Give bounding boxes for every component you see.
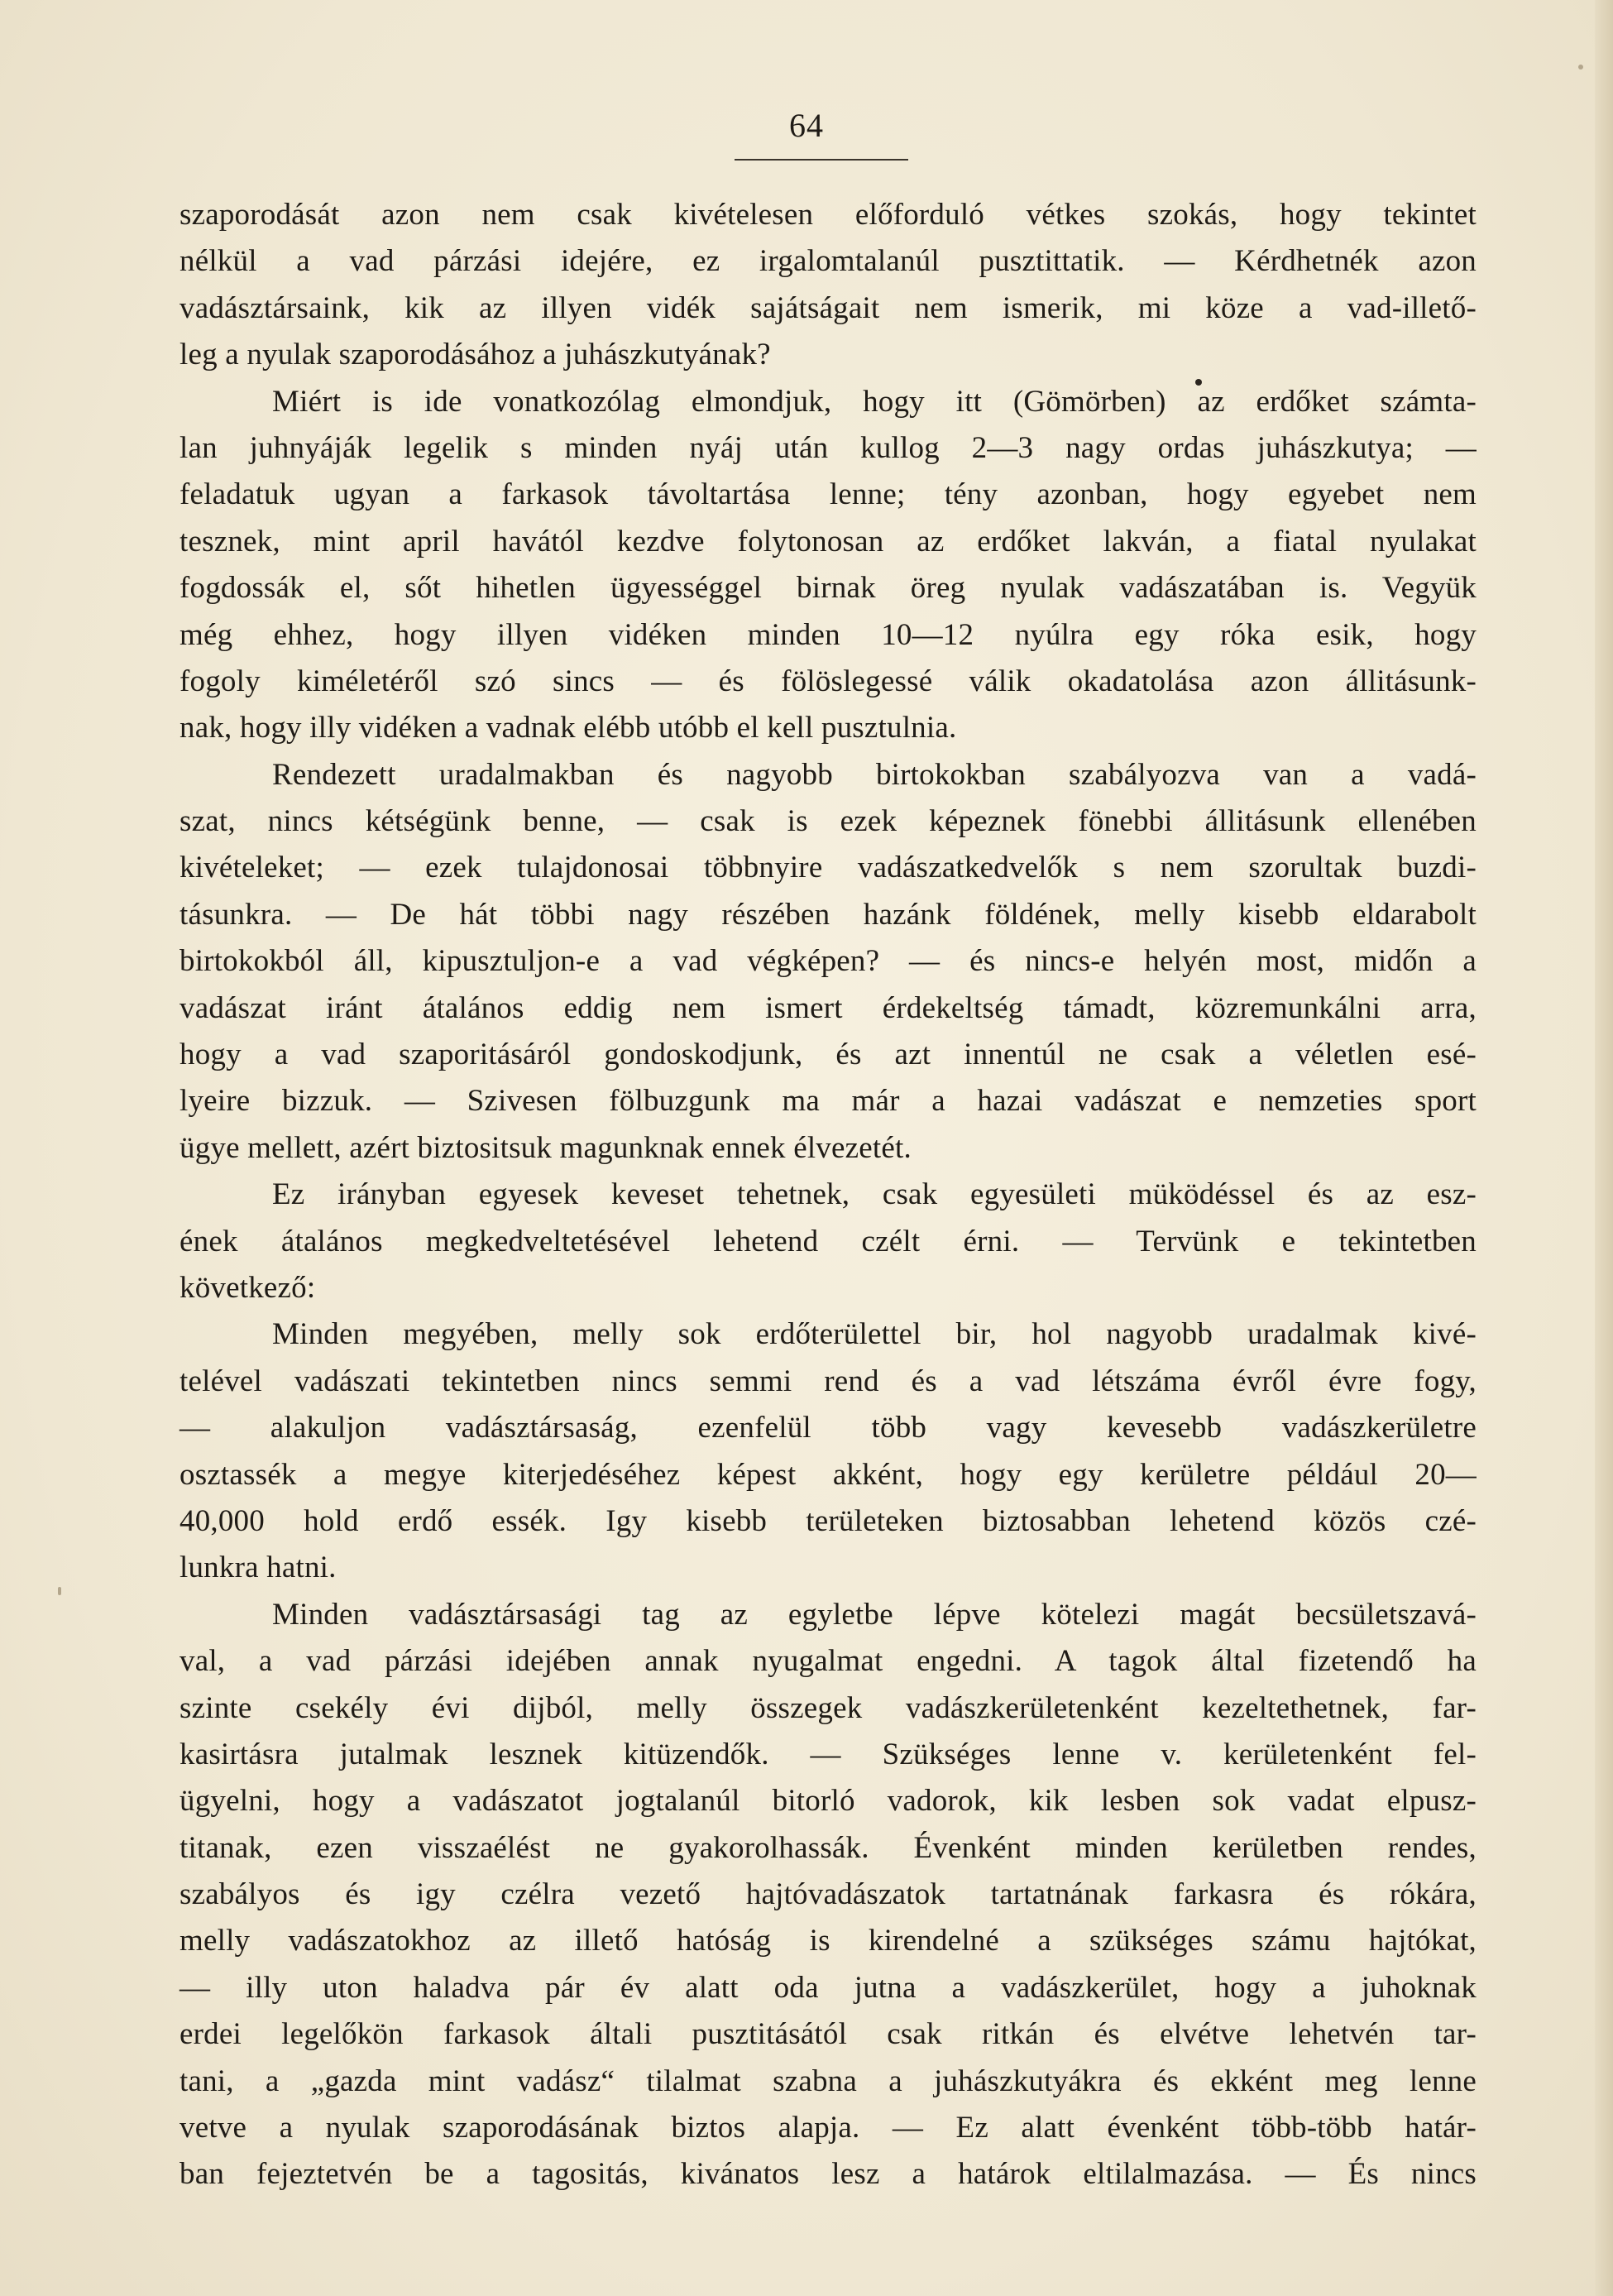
paper-speck — [1578, 65, 1583, 70]
text-line: birtokokból áll, kipusztuljon-e a vad végképen? — és nincs-e helyén most, midőn a — [179, 944, 1477, 979]
text-line: erdei legelőkön farkasok általi pusztitásától csak ritkán és elvétve lehetvén tar- — [179, 2017, 1477, 2052]
text-line: melly vadászatokhoz az illető hatóság is kirendelné a szükséges számu hajtókat, — [179, 1924, 1477, 1958]
text-line: — illy uton haladva pár év alatt oda jutna a vadászkerület, hogy a juhoknak — [179, 1970, 1477, 2005]
text-line: tesznek, mint april havától kezdve folytonosan az erdőket lakván, a fiatal nyulakat — [179, 524, 1477, 558]
text-line: tásunkra. — De hát többi nagy részében hazánk földének, melly kisebb eldarabolt — [179, 897, 1477, 932]
text-line: szaporodását azon nem csak kivételesen előforduló vétkes szokás, hogy tekintet — [179, 198, 1477, 232]
text-line: ének átalános megkedveltetésével lehetend czélt érni. — Tervünk e tekintetben — [179, 1224, 1477, 1258]
text-line: vadászat iránt átalános eddig nem ismert érdekeltség támadt, közremunkálni arra, — [179, 990, 1477, 1025]
text-line: — alakuljon vadásztársaság, ezenfelül több vagy kevesebb vadászkerületre — [179, 1411, 1477, 1445]
text-line: szinte csekély évi dijból, melly összegek vadászkerületenként kezeltethetnek, far- — [179, 1690, 1477, 1725]
text-line: ügye mellett, azért biztositsuk magunknak ennek élvezetét. — [179, 1130, 912, 1165]
text-line: nak, hogy illy vidéken a vadnak elébb utóbb el kell pusztulnia. — [179, 711, 957, 745]
header-rule — [735, 159, 908, 161]
text-line: Minden vadásztársasági tag az egyletbe lépve kötelezi magát becsületszavá- — [272, 1597, 1477, 1632]
text-line: nélkül a vad párzási idejére, ez irgalomtalanúl pusztittatik. — Kérdhetnék azon — [179, 244, 1477, 279]
text-line: hogy a vad szaporitásáról gondoskodjunk, és azt innentúl ne csak a véletlen esé- — [179, 1038, 1477, 1072]
text-line: szat, nincs kétségünk benne, — csak is ezek képeznek fönebbi állitásunk ellenében — [179, 804, 1477, 839]
text-line: 40,000 hold erdő essék. Igy kisebb területeken biztosabban lehetend közös czé- — [179, 1503, 1477, 1538]
text-line: ban fejeztetvén be a tagositás, kivánatos lesz a határok eltilalmazása. — És nincs — [179, 2157, 1477, 2192]
text-line: vadásztársaink, kik az illyen vidék sajátságait nem ismerik, mi köze a vad-illető- — [179, 290, 1477, 325]
text-line: vetve a nyulak szaporodásának biztos alapja. — Ez alatt évenként több-több határ- — [179, 2111, 1477, 2145]
text-line: leg a nyulak szaporodásához a juhászkutyának? — [179, 338, 771, 372]
text-line: fogdossák el, sőt hihetlen ügyességgel birnak öreg nyulak vadászatában is. Vegyük — [179, 571, 1477, 606]
page-number: 64 — [789, 107, 824, 144]
text-line: lyeire bizzuk. — Szivesen fölbuzgunk ma már a hazai vadászat e nemzeties sport — [179, 1084, 1477, 1119]
text-line: következő: — [179, 1270, 316, 1305]
text-line: osztassék a megye kiterjedéséhez képest akként, hogy egy kerületre például 20— — [179, 1457, 1477, 1492]
paper-speck — [58, 1587, 61, 1595]
text-line: Ez irányban egyesek keveset tehetnek, csak egyesületi müködéssel és az esz- — [272, 1177, 1477, 1212]
text-line: ügyelni, hogy a vadászatot jogtalanúl bitorló vadorok, kik lesben sok vadat elpusz- — [179, 1784, 1477, 1819]
text-line: Minden megyében, melly sok erdőterülettel bir, hol nagyobb uradalmak kivé- — [272, 1317, 1477, 1352]
text-line: még ehhez, hogy illyen vidéken minden 10—12 nyúlra egy róka esik, hogy — [179, 617, 1477, 652]
text-line: kasirtásra jutalmak lesznek kitüzendők. — Szükséges lenne v. kerületenként fel- — [179, 1737, 1477, 1771]
text-line: telével vadászati tekintetben nincs semmi rend és a vad létszáma évről évre fogy, — [179, 1364, 1477, 1398]
page-header — [0, 106, 1613, 145]
text-line: fogoly kiméletéről szó sincs — és fölöslegessé válik okadatolása azon állitásunk- — [179, 664, 1477, 698]
text-line: val, a vad párzási idejében annak nyugalmat engedni. A tagok által fizetendő ha — [179, 1644, 1477, 1679]
text-line: feladatuk ugyan a farkasok távoltartása lenne; tény azonban, hogy egyebet nem — [179, 477, 1477, 512]
text-line: kivételeket; — ezek tulajdonosai többnyire vadászatkedvelők s nem szorultak buzdi- — [179, 851, 1477, 885]
body-text — [179, 192, 1477, 2198]
text-line: szabályos és igy czélra vezető hajtóvadászatok tartatnának farkasra és rókára, — [179, 1877, 1477, 1912]
text-line: lunkra hatni. — [179, 1551, 337, 1585]
text-line: Rendezett uradalmakban és nagyobb birtokokban szabályozva van a vadá- — [272, 757, 1477, 792]
page-edge-shadow — [1595, 0, 1613, 2296]
text-line: Miért is ide vonatkozólag elmondjuk, hogy itt (Gömörben) az erdőket számta- — [272, 384, 1477, 419]
text-line: tani, a „gazda mint vadász“ tilalmat szabna a juhászkutyákra és ekként meg lenne — [179, 2064, 1477, 2098]
text-line: lan juhnyáják legelik s minden nyáj után kullog 2—3 nagy ordas juhászkutya; — — [179, 430, 1477, 465]
text-line: titanak, ezen visszaélést ne gyakorolhassák. Évenként minden kerületben rendes, — [179, 1830, 1477, 1865]
